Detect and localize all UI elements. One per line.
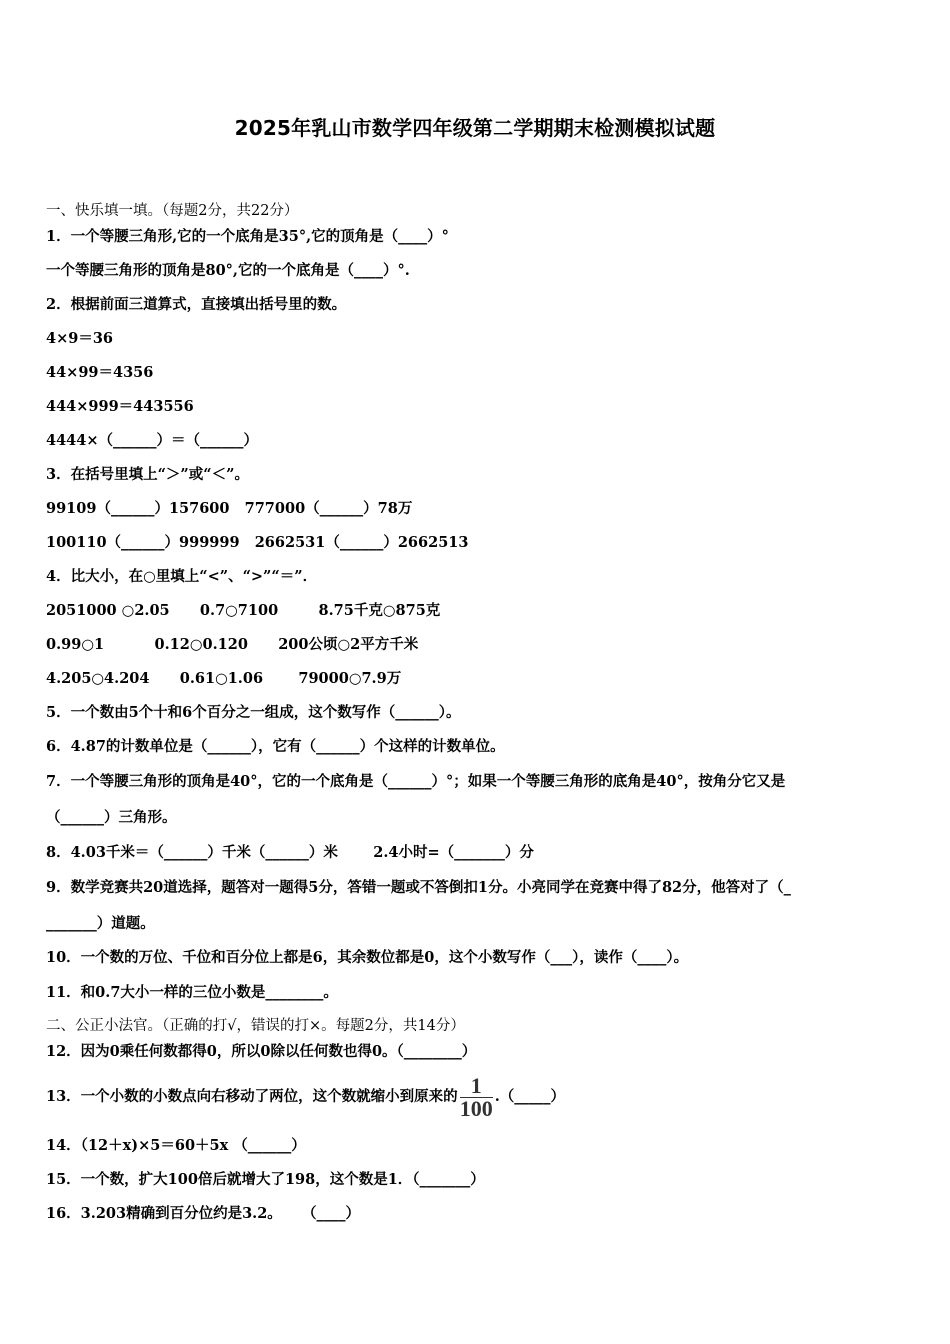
question-3-stem: 3．在括号里填上“＞”或“＜”。 [46,466,249,483]
question-2-equation-4: 4444×（______）＝（______） [46,432,259,449]
question-1a: 1．一个等腰三角形,它的一个底角是35°,它的顶角是（____）° [46,228,449,245]
question-2-equation-3: 444×999＝443556 [46,398,194,415]
question-12: 12．因为0乘任何数都得0，所以0除以任何数也得0。（________） [46,1043,477,1060]
fraction-denominator: 100 [459,1095,493,1121]
question-9a: 9．数学竞赛共20道选择，题答对一题得5分，答错一题或不答倒扣1分。小亮同学在竞赛中得了82分，他答对了（_ [46,879,791,896]
question-2-equation-2: 44×99＝4356 [46,364,154,381]
question-7b: （______）三角形。 [46,809,177,826]
question-8: 8．4.03千米＝（______）千米（______）米 2.4小时=（_______）分 [46,844,534,861]
section-2-heading: 二、公正小法官。（正确的打√，错误的打×。每题2分，共14分） [46,1018,465,1034]
question-3-row-1: 99109（______）157600 777000（______）78万 [46,500,413,517]
question-1b: 一个等腰三角形的顶角是80°,它的一个底角是（____）°. [46,262,410,279]
fraction-one-hundredth [459,1072,493,1121]
question-13 [46,1073,565,1121]
question-4-stem: 4．比大小，在○里填上“<”、“>”“＝”． [46,568,318,585]
question-16: 16．3.203精确到百分位约是3.2。 （____） [46,1205,361,1222]
question-4-row-3: 4.205○4.204 0.61○1.06 79000○7.9万 [46,670,402,687]
question-2-stem: 2．根据前面三道算式，直接填出括号里的数。 [46,296,347,313]
question-4-row-1: 2051000 ○2.05 0.7○7100 8.75千克○875克 [46,602,441,619]
page-title: 2025年乳山市数学四年级第二学期期末检测模拟试题 [234,116,716,140]
question-6: 6．4.87的计数单位是（______），它有（______）个这样的计数单位。 [46,738,505,755]
section-1-heading: 一、快乐填一填。（每题2分，共22分） [46,203,299,219]
question-10: 10．一个数的万位、千位和百分位上都是6，其余数位都是0，这个小数写作（___），读作（____）。 [46,949,689,966]
question-15: 15．一个数，扩大100倍后就增大了198，这个数是1．（_______） [46,1171,485,1188]
question-13-tail: .（_____） [494,1088,565,1105]
question-11: 11．和0.7大小一样的三位小数是________。 [46,984,338,1001]
fraction-numerator: 1 [460,1075,493,1098]
question-14: 14．（12＋x)×5＝60＋5x （______） [46,1137,306,1154]
question-13-text: 13．一个小数的小数点向右移动了两位，这个数就缩小到原来的 [46,1088,458,1105]
question-4-row-2: 0.99○1 0.12○0.120 200公顷○2平方千米 [46,636,419,653]
question-7a: 7．一个等腰三角形的顶角是40°，它的一个底角是（______）°；如果一个等腰三角形的底角是40°，按角分它又是 [46,773,786,790]
question-9b: _______）道题。 [46,915,155,932]
question-2-equation-1: 4×9＝36 [46,330,114,347]
question-3-row-2: 100110（______）999999 2662531（______）2662513 [46,534,469,551]
question-5: 5．一个数由5个十和6个百分之一组成，这个数写作（______）。 [46,704,461,721]
